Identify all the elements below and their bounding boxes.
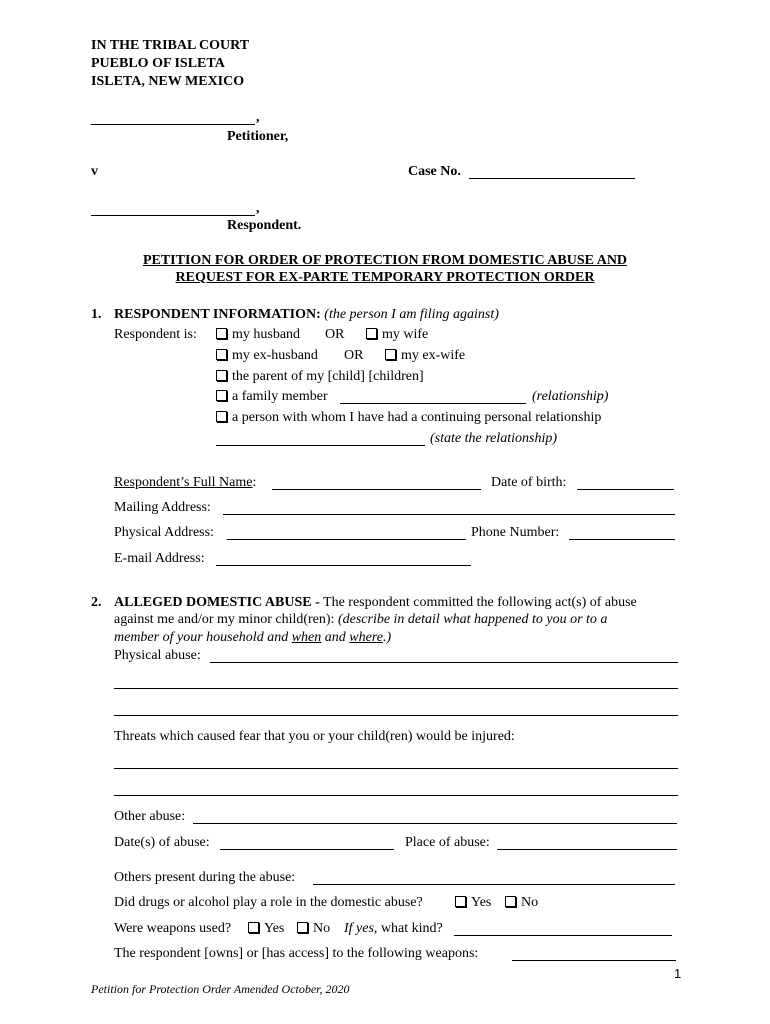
checkbox-icon[interactable] xyxy=(505,896,516,907)
section-1-number: 1. xyxy=(91,307,102,322)
state-relationship-hint: (state the relationship) xyxy=(430,431,558,446)
court-header-line-3: ISLETA, NEW MEXICO xyxy=(91,74,245,89)
dob-label: Date of birth: xyxy=(491,475,567,490)
section-1-subheading: (the person I am filing against) xyxy=(324,307,499,322)
respondent-comma: , xyxy=(256,201,260,216)
physical-abuse-field-2[interactable] xyxy=(114,688,678,689)
weapons-access-label: The respondent [owns] or [has access] to the following weapons: xyxy=(114,946,479,961)
weapons-no-option[interactable]: No xyxy=(297,921,330,937)
court-header-line-1: IN THE TRIBAL COURT xyxy=(91,38,250,53)
weapons-kind-label: If yes, what kind? xyxy=(344,921,443,936)
physical-abuse-label: Physical abuse: xyxy=(114,648,201,663)
section-2-intro-line-1: ALLEGED DOMESTIC ABUSE - The respondent committed the following act(s) of abuse xyxy=(114,595,637,610)
section-2-intro-line-3: member of your household and when and where.) xyxy=(114,630,392,645)
section-2-heading: ALLEGED DOMESTIC ABUSE - xyxy=(114,595,320,610)
state-relationship-field[interactable] xyxy=(216,445,425,446)
amended-note: Petition for Protection Order Amended October, 2020 xyxy=(91,982,350,996)
respondent-is-label: Respondent is: xyxy=(114,327,197,342)
full-name-field[interactable] xyxy=(272,489,481,490)
title-line-2: REQUEST FOR EX-PARTE TEMPORARY PROTECTION ORDER xyxy=(175,270,595,285)
threats-field-1[interactable] xyxy=(114,768,678,769)
or-label: OR xyxy=(325,327,345,342)
phone-number-label: Phone Number: xyxy=(471,525,560,540)
checkbox-icon[interactable] xyxy=(216,390,227,401)
section-1-heading-row xyxy=(114,307,499,323)
option-ex-husband[interactable]: my ex-husband xyxy=(216,348,318,364)
respondent-name-field[interactable] xyxy=(91,215,255,216)
option-continuing-relationship[interactable]: a person with whom I have had a continuing personal relationship xyxy=(216,410,601,426)
section-1-heading: RESPONDENT INFORMATION: xyxy=(114,307,321,322)
other-abuse-label: Other abuse: xyxy=(114,809,186,824)
physical-abuse-field[interactable] xyxy=(210,662,678,663)
threats-field-2[interactable] xyxy=(114,795,678,796)
checkbox-icon[interactable] xyxy=(385,349,396,360)
mailing-address-label: Mailing Address: xyxy=(114,500,211,515)
weapons-question: Were weapons used? xyxy=(114,921,232,936)
dates-of-abuse-field[interactable] xyxy=(220,849,394,850)
physical-abuse-field-3[interactable] xyxy=(114,715,678,716)
others-present-field[interactable] xyxy=(313,884,675,885)
or-label: OR xyxy=(344,348,364,363)
respondent-label: Respondent. xyxy=(227,218,302,233)
others-present-label: Others present during the abuse: xyxy=(114,870,296,885)
checkbox-icon[interactable] xyxy=(297,922,308,933)
checkbox-icon[interactable] xyxy=(216,411,227,422)
place-of-abuse-label: Place of abuse: xyxy=(405,835,490,850)
dates-of-abuse-label: Date(s) of abuse: xyxy=(114,835,210,850)
place-of-abuse-field[interactable] xyxy=(497,849,677,850)
title-line-1: PETITION FOR ORDER OF PROTECTION FROM DOMESTIC ABUSE AND xyxy=(142,253,628,268)
court-header-line-2: PUEBLO OF ISLETA xyxy=(91,56,225,71)
checkbox-icon[interactable] xyxy=(248,922,259,933)
full-name-label-row: Respondent’s Full Name: xyxy=(114,475,257,490)
email-address-label: E-mail Address: xyxy=(114,551,205,566)
page-number: 1 xyxy=(674,966,682,981)
option-husband[interactable]: my husband xyxy=(216,327,300,343)
option-parent[interactable]: the parent of my [child] [children] xyxy=(216,369,424,385)
section-2-number: 2. xyxy=(91,595,102,610)
physical-address-label: Physical Address: xyxy=(114,525,214,540)
full-name-label: Respondent’s Full Name xyxy=(114,475,253,490)
checkbox-icon[interactable] xyxy=(455,896,466,907)
phone-number-field[interactable] xyxy=(569,539,675,540)
checkbox-icon[interactable] xyxy=(216,328,227,339)
drugs-question: Did drugs or alcohol play a role in the domestic abuse? xyxy=(114,895,423,910)
checkbox-icon[interactable] xyxy=(216,370,227,381)
relationship-hint: (relationship) xyxy=(532,389,609,404)
petitioner-label: Petitioner, xyxy=(227,129,289,144)
physical-address-field[interactable] xyxy=(227,539,466,540)
case-number-label: Case No. xyxy=(408,164,461,179)
weapons-kind-field[interactable] xyxy=(454,935,672,936)
versus-label: v xyxy=(91,164,98,179)
other-abuse-field[interactable] xyxy=(193,823,677,824)
drugs-yes-option[interactable]: Yes xyxy=(455,895,491,911)
case-number-field[interactable] xyxy=(469,178,635,179)
checkbox-icon[interactable] xyxy=(366,328,377,339)
checkbox-icon[interactable] xyxy=(216,349,227,360)
petitioner-comma: , xyxy=(256,110,260,125)
option-wife[interactable]: my wife xyxy=(366,327,428,343)
drugs-no-option[interactable]: No xyxy=(505,895,538,911)
email-address-field[interactable] xyxy=(216,565,471,566)
option-family-member[interactable]: a family member xyxy=(216,389,328,405)
threats-label: Threats which caused fear that you or your child(ren) would be injured: xyxy=(114,729,515,744)
relationship-field[interactable] xyxy=(340,403,526,404)
section-2-intro-line-2: against me and/or my minor child(ren): (describe in detail what happened to you or to a xyxy=(114,612,608,627)
weapons-access-field[interactable] xyxy=(512,960,676,961)
petitioner-name-field[interactable] xyxy=(91,124,255,125)
option-ex-wife[interactable]: my ex-wife xyxy=(385,348,465,364)
weapons-yes-option[interactable]: Yes xyxy=(248,921,284,937)
mailing-address-field[interactable] xyxy=(223,514,675,515)
dob-field[interactable] xyxy=(577,489,674,490)
